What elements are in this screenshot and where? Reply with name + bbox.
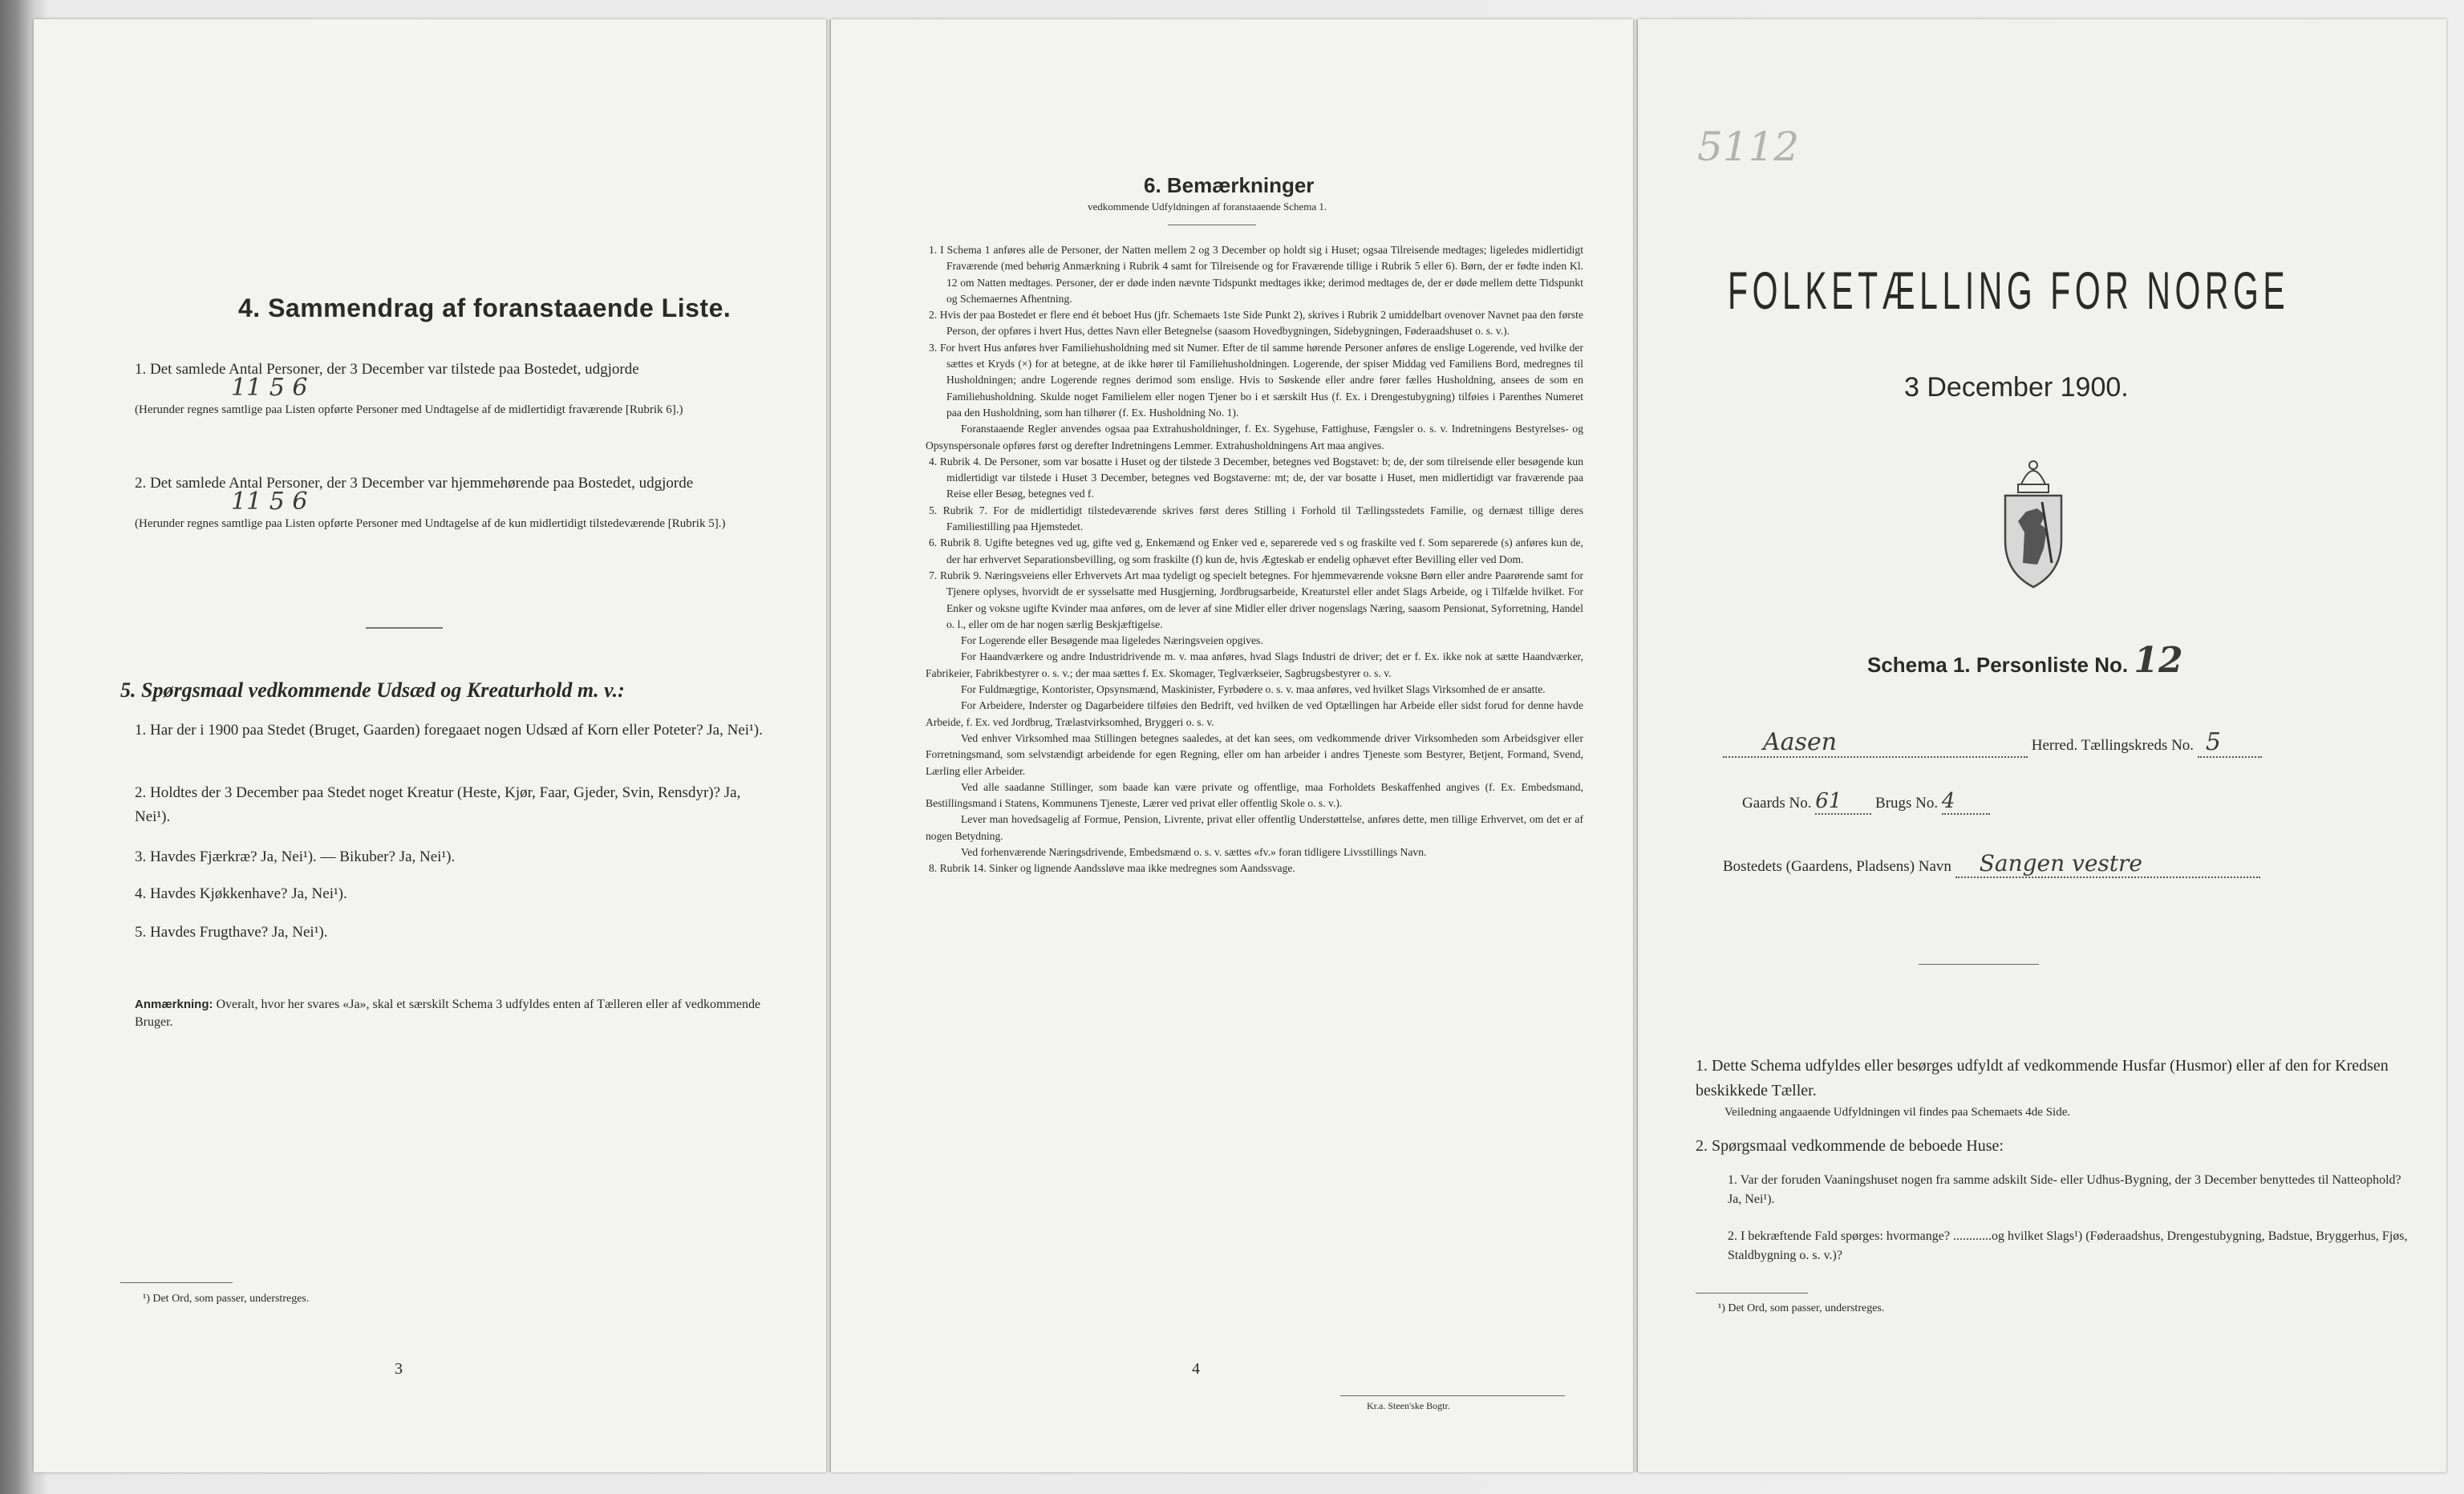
herred-label: Herred.: [2031, 737, 2078, 754]
instruction-1-note: Veiledning angaaende Udfyldningen vil findes paa Schemaets 4de Side.: [1724, 1106, 2071, 1119]
page-1: [1638, 19, 2446, 1472]
remarks-body: [926, 242, 1583, 877]
divider: [1919, 964, 2039, 965]
herred-row: [1723, 728, 2262, 758]
remark-paragraph: Lever man hovedsagelig af Formue, Pension, Livrente, privat eller offentlig Understøttelse, anføres dette, men tillige Erhvervet, om det er af nogen Betydning.: [926, 813, 1583, 842]
page-3: [34, 19, 826, 1472]
kreds-field[interactable]: 5: [2198, 728, 2262, 758]
census-date: 3 December 1900.: [1904, 372, 2129, 403]
summary-item-2-text: 2. Det samlede Antal Personer, der 3 December var hjemmehørende paa Bostedet, udgjorde: [135, 475, 694, 492]
house-question-2: 2. I bekræftende Fald spørges: hvormange? ............og hvilket Slags¹) (Føderaadshus, Drengestubygning, Badstue, Bryggerhus, Fjøs, Staldbygning o. s. v.)?: [1728, 1229, 2408, 1262]
summary-item-2-handwritten: 11 5 6: [231, 488, 308, 516]
gaard-field[interactable]: 61: [1815, 789, 1871, 815]
summary-item-2-note: (Herunder regnes samtlige paa Listen opførte Personer med Undtagelse af de kun midlertidigt tilstedeværende [Rubrik 5].): [135, 517, 726, 530]
question-1: 1. Har der i 1900 paa Stedet (Bruget, Gaarden) foregaaet nogen Udsæd af Korn eller Poteter? Ja, Nei¹).: [135, 722, 763, 739]
summary-item-1: [135, 356, 776, 419]
schema-heading: [1867, 640, 2183, 681]
remark-paragraph: Ved enhver Virksomhed maa Stillingen betegnes saaledes, at det kan sees, om vedkommende driver Virksomheden som Arbeidsgiver eller Forretningsmand, som selvstændigt arbeidende for egen Regning, eller om han arbeider i andres Tjeneste som Bestyrer, Betjent, Formand, Svend, Lærling eller Arbeider.: [926, 731, 1583, 777]
footnote: ¹) Det Ord, som passer, understreges.: [1718, 1302, 1885, 1314]
page-number: 4: [1192, 1360, 1200, 1378]
gaard-row: [1742, 789, 1990, 815]
summary-item-1-handwritten: 11 5 6: [231, 374, 308, 402]
remark-paragraph: 2. Hvis der paa Bostedet er flere end ét beboet Hus (jfr. Schemaets 1ste Side Punkt 2), skrives i Rubrik 2 umiddelbart ovenover Navnet paa den første Person, der opføres i hvert Hus, dettes Navn eller Betegnelse (saasom Hovedbygningen, Sidebygningen, Føderaadshuset o. s. v.).: [929, 309, 1583, 338]
person-list-number: 12: [2134, 640, 2183, 681]
remark-paragraph: For Fuldmægtige, Kontorister, Opsynsmænd, Maskinister, Fyrbødere o. s. v. maa anføres, ved hvilket Slags Virksomhed de er ansatte.: [961, 683, 1546, 696]
question-2: 2. Holdtes der 3 December paa Stedet noget Kreatur (Heste, Kjør, Faar, Gjeder, Svin, Rensdyr)? Ja, Nei¹).: [135, 784, 741, 825]
page-title: FOLKETÆLLING FOR NORGE: [1728, 261, 2290, 320]
instruction-1: [1696, 1054, 2417, 1121]
page-number: 3: [395, 1360, 403, 1378]
archive-number: 5112: [1697, 123, 1800, 170]
remark-paragraph: 1. I Schema 1 anføres alle de Personer, der Natten mellem 2 og 3 December op holdt sig i Huset; ogsaa Tilreisende medtages; ligeledes midlertidigt Fraværende (med behørig Anmærkning i Rubrik 4 samt for Tilreisende og for Fraværende tillige i Rubrik 5 eller 6). Børn, der er fødte inden Kl. 12 om Natten medtages. Personer, der er døde inden nævnte Tidspunkt medtages ikke; derimod medtages de, der er døde mellem dette Tidspunkt og Schemaernes Afhentning.: [929, 244, 1583, 305]
divider: [366, 627, 443, 629]
brug-field[interactable]: 4: [1942, 789, 1990, 815]
remark-paragraph: 7. Rubrik 9. Næringsveiens eller Erhvervets Art maa tydeligt og specielt betegnes. For hjemmeværende voksne Børn eller andre Paarørende samt for Tjenere oplyses, hvorvidt de er sysselsatte med Husgjerning, Jordbrugsarbeide, Kreaturstel eller andet Slags Arbeide, og i Tilfælde hvilket. For Enker og voksne ugifte Kvinder maa anføres, om de lever af sine Midler eller driver nogenslags Næring, saasom Pensionat, Syforretning, Handel o. l., eller om de har nogen særlig Beskjæftigelse.: [929, 569, 1583, 630]
brug-label: Brugs No.: [1875, 795, 1939, 812]
remark-paragraph: For Haandværkere og andre Industridrivende m. v. maa anføres, hvad Slags Industri de driver; det er f. Ex. ikke nok at sætte Haandværker, Fabrikeier, Fabrikbestyrer o. s. v.; der maa sættes f. Ex. Skomager, Teglværkseier, Sagbrugsbestyrer o. s. v.: [926, 650, 1583, 679]
remark-paragraph: Ved alle saadanne Stillinger, som baade kan være private og offentlige, maa Forholdets Beskaffenhed angives (f. Ex. Embedsmand, Bestillingsmand i Statens, Kommunens Tjeneste, Lærer ved privat eller offentlig Skole o. s. v.).: [926, 780, 1583, 810]
gaard-label: Gaards No.: [1742, 795, 1812, 812]
printer-rule: [1340, 1395, 1565, 1396]
instruction-2: 2. Spørgsmaal vedkommende de beboede Huse:: [1696, 1137, 2004, 1155]
question-3: 3. Havdes Fjærkræ? Ja, Nei¹). — Bikuber? Ja, Nei¹).: [135, 848, 456, 865]
remarks-subtitle: vedkommende Udfyldningen af foranstaaende Schema 1.: [1088, 200, 1327, 213]
coat-of-arms-icon: [1999, 452, 2068, 590]
remark-paragraph: 3. For hvert Hus anføres hver Familiehusholdning med sit Numer. Efter de til samme hørende Personer anføres de enslige Logerende, ved hvilke der sættes et Kryds (×) for at betegne, at de ikke hører til Familiehusholdningen. Logerende, der spiser Middag ved Familiens Bord, medregnes til Husholdningen; andre Logerende regnes derimod som enslige. Hvis to Søskende eller andre fører fælles Husholdning, ansees de som en Familiehusholdning. Skulde noget Familielem eller nogen Tjener bo i et særskilt Hus (f. Ex. i Drengestubygning) tilføies i Parenthes Numeret paa den Husholdning, som han tilhører (f. Ex. Husholdning No. 1).: [929, 341, 1583, 419]
bosted-label: Bostedets (Gaardens, Pladsens) Navn: [1723, 858, 1951, 875]
bosted-row: [1723, 850, 2260, 878]
summary-item-1-text: 1. Det samlede Antal Personer, der 3 December var tilstede paa Bostedet, udgjorde: [135, 361, 639, 378]
page-4: [831, 19, 1633, 1472]
footnote: ¹) Det Ord, som passer, understreges.: [143, 1293, 310, 1305]
section-5-title: 5. Spørgsmaal vedkommende Udsæd og Kreaturhold m. v.:: [120, 678, 625, 702]
house-question-1: 1. Var der foruden Vaaningshuset nogen fra samme adskilt Side- eller Udhus-Bygning, der 3 December benyttedes til Natteophold? Ja, Nei¹).: [1728, 1173, 2401, 1206]
remark-label: Anmærkning:: [135, 998, 213, 1011]
herred-field[interactable]: Aasen: [1723, 728, 2028, 758]
bosted-field[interactable]: Sangen vestre: [1955, 850, 2260, 878]
footnote-rule: [1696, 1293, 1808, 1294]
summary-item-2: [135, 470, 776, 532]
remark: [135, 996, 776, 1031]
footnote-rule: [120, 1282, 233, 1283]
question-4: 4. Havdes Kjøkkenhave? Ja, Nei¹).: [135, 885, 347, 902]
remark-paragraph: 5. Rubrik 7. For de midlertidigt tilstedeværende skrives først deres Stilling i Forhold til Tællingsstedets Familie, og dernæst tillige deres Familiestilling paa Hjemstedet.: [929, 504, 1583, 533]
printer-imprint: Kr.a. Steen'ske Bogtr.: [1367, 1400, 1450, 1411]
schema-label: Schema 1. Personliste No.: [1867, 653, 2129, 677]
section-4-title: 4. Sammendrag af foranstaaende Liste.: [238, 294, 732, 322]
remark-paragraph: 4. Rubrik 4. De Personer, som var bosatte i Huset og der tilstede 3 December, betegnes ved Bogstavet: b; de, der som tilreisende eller besøgende kun midlertidigt var tilstede i Huset 3 December, betegnes ved Bogstaverne: mt; de, der var bosatte i Huset, men midlertidigt var fraværende paa Reise eller Besøg, betegnes ved f.: [929, 455, 1583, 500]
remark-paragraph: Foranstaaende Regler anvendes ogsaa paa Extrahusholdninger, f. Ex. Sygehuse, Fattighuse, Fængsler o. s. v. Indretningens Bestyrelses- og Opsynspersonale opføres først og derefter Indretningens Lemmer. Extrahusholdningens Art maa angives.: [926, 423, 1583, 451]
instruction-1-text: 1. Dette Schema udfyldes eller besørges udfyldt af vedkommende Husfar (Husmor) eller af den for Kredsen beskikkede Tæller.: [1696, 1057, 2389, 1099]
remarks-title: 6. Bemærkninger: [1144, 173, 1315, 197]
kreds-label: Tællingskreds No.: [2081, 737, 2194, 754]
question-5: 5. Havdes Frugthave? Ja, Nei¹).: [135, 924, 328, 941]
remark-paragraph: Ved forhenværende Næringsdrivende, Embedsmænd o. s. v. sættes «fv.» foran tidligere Livsstillings Navn.: [961, 845, 1427, 858]
remark-paragraph: For Arbeidere, Inderster og Dagarbeidere tilføies den Bedrift, ved hvilken de ved Optællingen har Arbeide eller sidst forud for denne havde Arbeide, f. Ex. ved Jordbrug, Trælastvirksomhed, Bryggeri o. s. v.: [926, 699, 1583, 728]
remark-paragraph: 8. Rubrik 14. Sinker og lignende Aandssløve maa ikke medregnes som Aandssvage.: [929, 862, 1295, 875]
remark-paragraph: 6. Rubrik 8. Ugifte betegnes ved ug, gifte ved g, Enkemænd og Enker ved e, separerede ved s og fraskilte ved f. Som separerede (s) anføres kun de, der har erhvervet Separationsbevilling, og som fraskilte (f) kun de, hvis Ægteskab er endelig ophævet efter Bevilling eller ved Dom.: [929, 536, 1583, 565]
remark-text: Overalt, hvor her svares «Ja», skal et særskilt Schema 3 udfyldes enten af Tælleren eller af vedkommende Bruger.: [135, 998, 761, 1029]
summary-item-1-note: (Herunder regnes samtlige paa Listen opførte Personer med Undtagelse af de midlertidigt fraværende [Rubrik 6].): [135, 403, 683, 416]
remark-paragraph: For Logerende eller Besøgende maa ligeledes Næringsveien opgives.: [961, 634, 1263, 647]
